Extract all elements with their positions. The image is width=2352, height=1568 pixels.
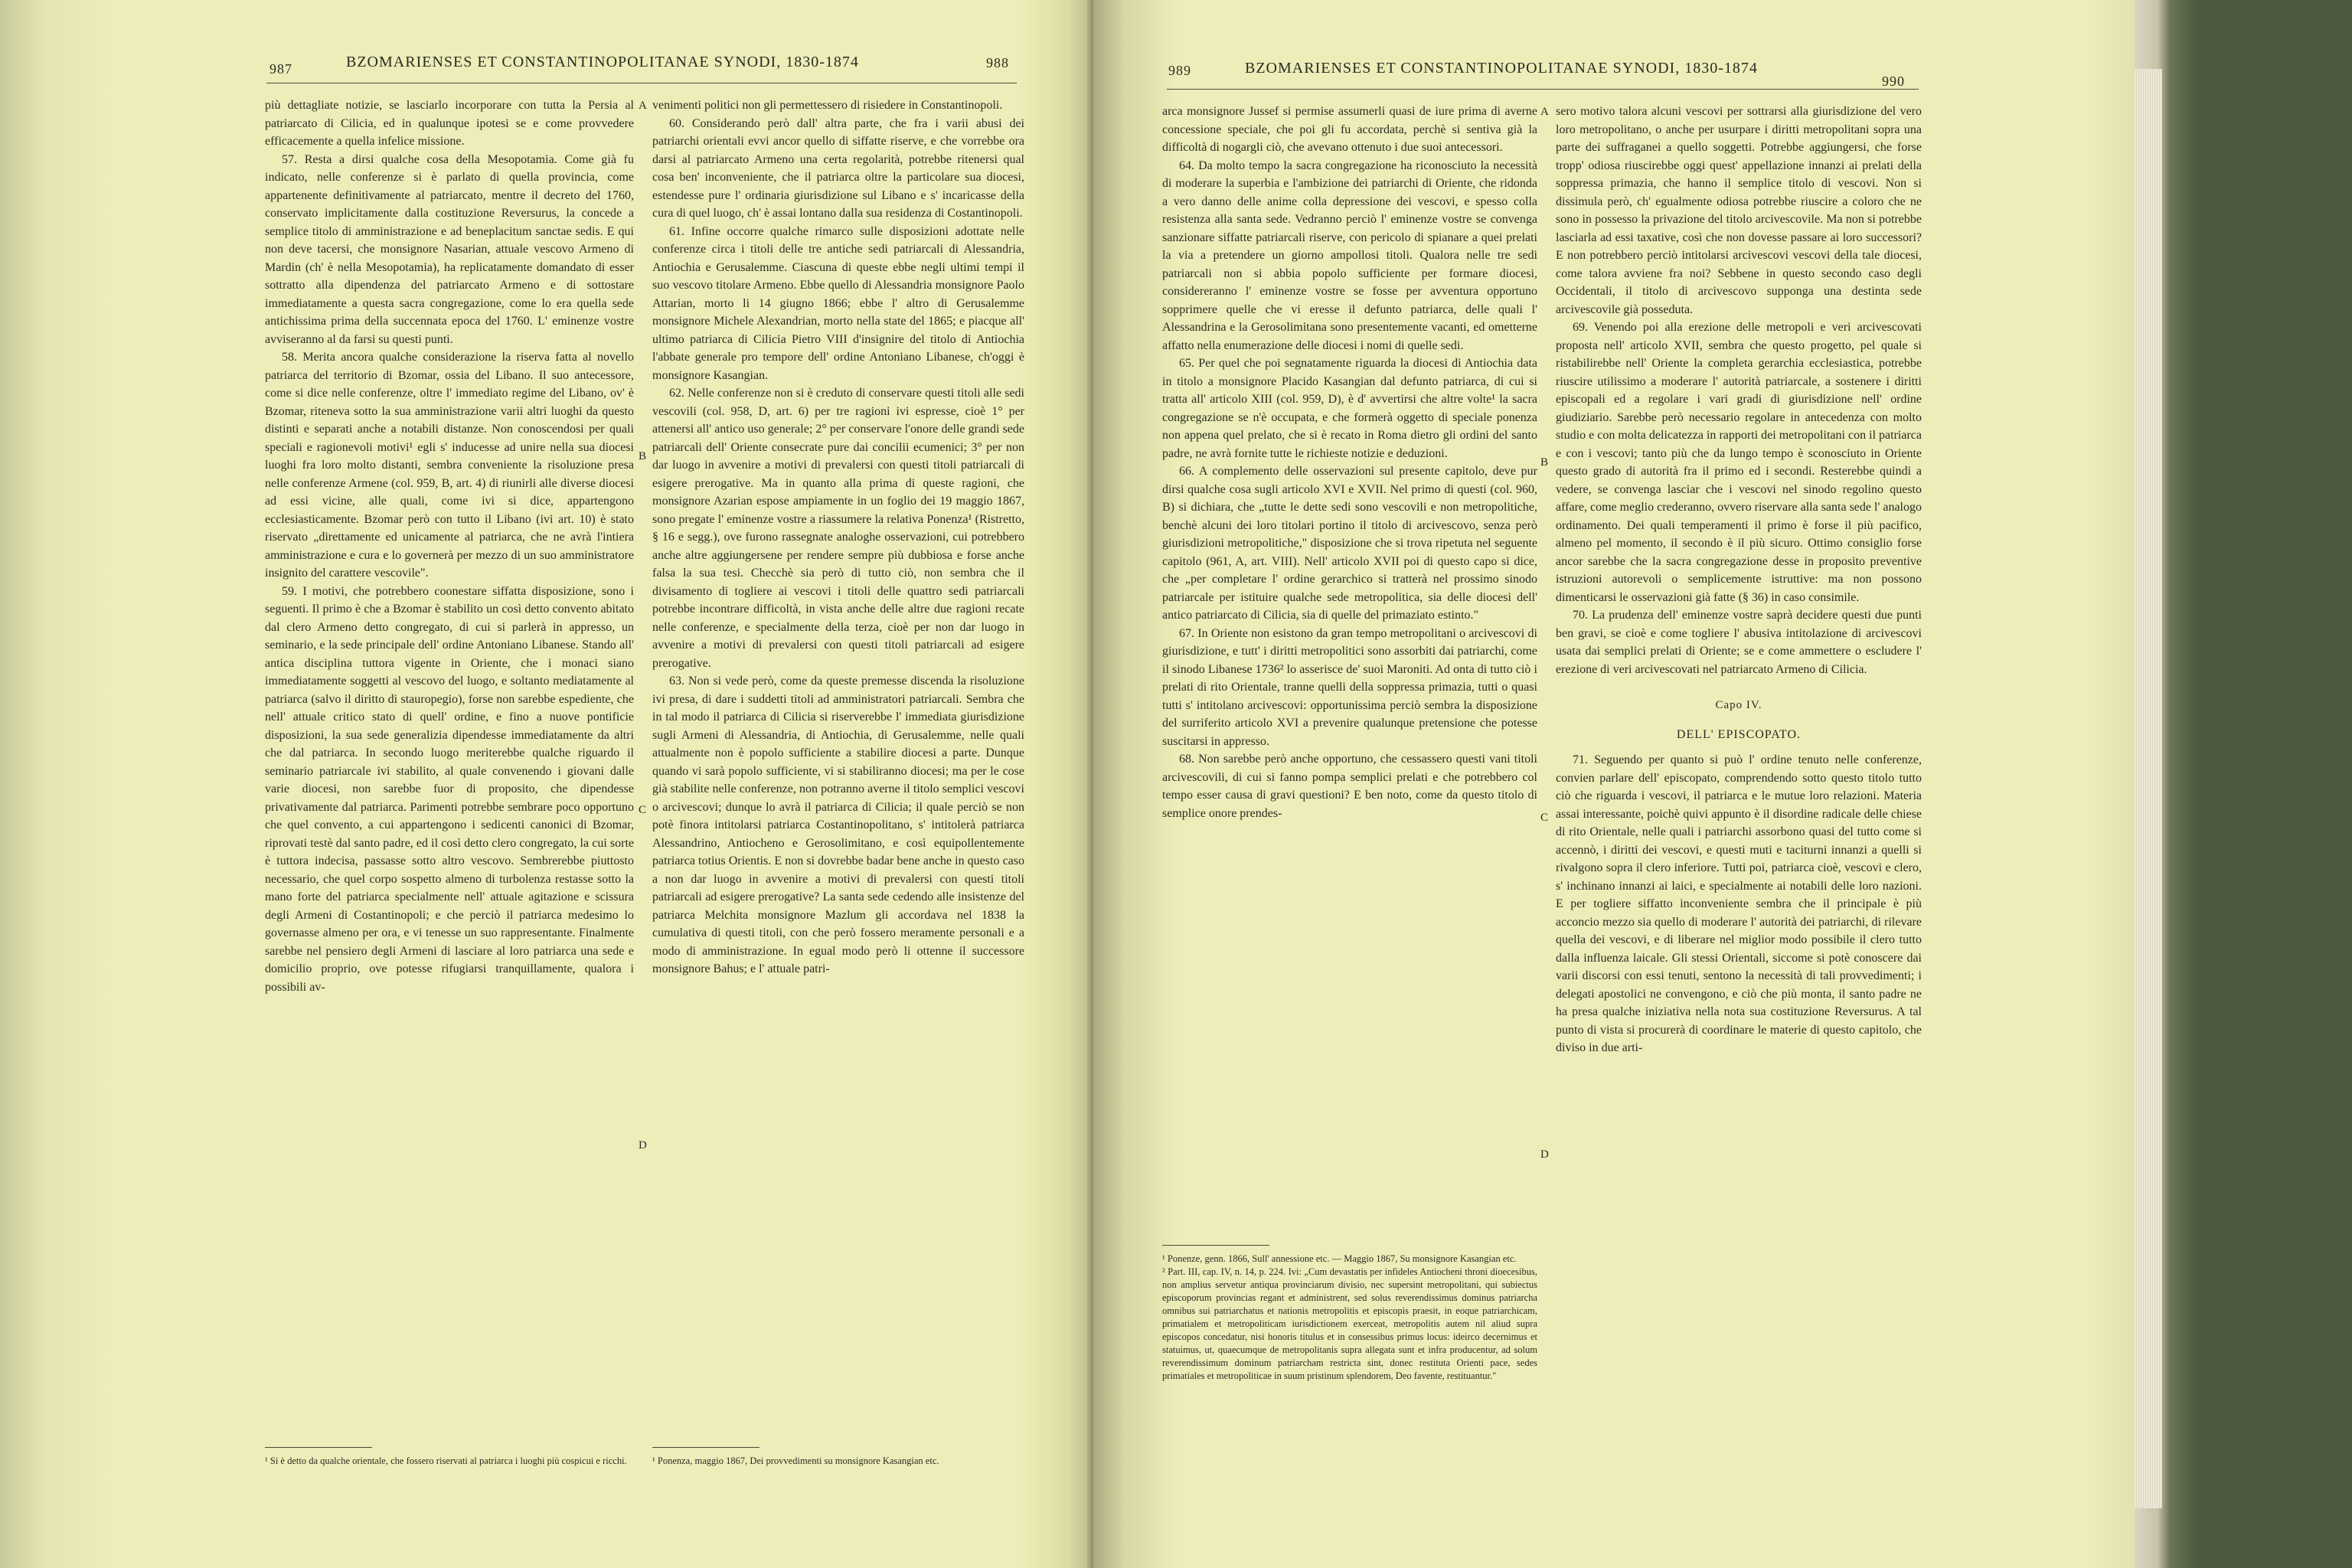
left-running-head [0,54,1093,84]
right-col-2 [1556,103,1922,1527]
page-number-989: 989 [1168,63,1191,78]
margin-marker-c: C [1540,812,1549,824]
running-head-title-right: BZOMARIENSES ET CONSTANTINOPOLITANAE SYNODI, 1830-1874 [1245,60,1758,77]
footnote-rule [652,1447,760,1448]
margin-marker-a: A [639,100,647,112]
paragraph: 70. La prudenza dell' eminenze vostre saprà decidere questi due punti ben gravi, se cioè e come togliere l' abusiva intitolazione di arcivescovi usata dai semplici prelati di Oriente; se e come ammettere o escludere l' erezione di veri arcivescovati nel patriarcato Armeno di Cilicia. [1556,609,1922,676]
paragraph: 67. In Oriente non esistono da gran tempo metropolitani o arcivescovi di giurisdizione, e tutt' i diritti metropolitici sono assorbiti dai patriarchi, come il sinodo Libanese 1736² lo asserisce de' suoi Maroniti. Ad onta di tutto ciò i prelati di rito Orientale, tranne quelli della soppressa primazia, tutti o quasi tutti s' intitolano arcivescovi: opportunissima perciò sembra la disposizione del surriferito articolo XVI a prevenire qualunque pretensione che potesse suscitarsi in appresso. [1162,626,1537,748]
paragraph: 61. Infine occorre qualche rimarco sulle disposizioni adottate nelle conferenze circa i titoli delle tre antiche sedi patriarcali di Alessandria, Antiochia e Gerusalemme. Ciascuna di queste ebbe negli ultimi tempi il suo vescovo titolare Armeno. Ebbe quello di Alessandria monsignore Paolo Attarian, morto li 14 giugno 1866; ebbe l' altro di Gerusalemme monsignore Michele Alexandrian, morto nella state del 1865; e piacque all' ultimo patriarca di Cilicia Pietro VIII d'insignire del titolo di Antiochia l'abbate generale pro tempore dell' ordine Antoniano Libanese, ch'oggi è monsignore Kasangian. [652,224,1024,382]
paragraph: 60. Considerando però dall' altra parte, che fra i varii abusi dei patriarchi orientali evvi ancor quello di siffatte riserve, e che vorrebbe ora darsi al patriarcato Armeno una certa regolarità, potrebbe ritenersi qual cosa ben' inconveniente, che il patriarca oltre la particolare sua diocesi, estendesse pure l' ordinaria giurisdizione sul Libano e s' incaricasse della cura di quel luogo, ch' è assai lontano dalla sua residenza di Costantinopoli. [652,116,1024,220]
paragraph: 63. Non si vede però, come da queste premesse discenda la risoluzione ivi presa, di dare i suddetti titoli ad amministratori patriarcali. Sembra che in tal modo il patriarca di Cilicia si riserverebbe l' immediata giurisdizione sugli Armeni di Alessandria, di Antiochia, di Gerusalemme, nelle quali attualmente non è popolo sufficiente a stabilire diocesi a parte. Dunque quando vi sarà popolo sufficiente, vi si stabiliranno diocesi; ma per le cose già stabilite nelle conferenze, non potranno averne il titolo semplici vescovi o arcivescovi; dunque lo avrà il patriarca di Cilicia; il quale perciò se non potè finora intitolarsi patriarca Costantinopolitano, s' intitolerà patriarca Alessandrino, Antiocheno e Gerosolimitano, e così equipollentemente patriarca totius Orientis. E non si dovrebbe badar bene anche in questo caso a non dar luogo in avvenire a motivi di prevalersi con questi titoli patriarcali ad esigere prerogative? La santa sede cedendo alle insistenze del patriarca Melchita monsignore Mazlum gli accordava nel 1838 la cumulativa di questi titoli, con che però fossero meramente personali e a modo di amministrazione. In egual modo però li ottenne il successore monsignore Bahus; e l' attuale patri- [652,675,1024,975]
paragraph: arca monsignore Jussef si permise assumerli quasi de iure prima di averne concessione speciale, che poi gli fu accordata, perchè si sentiva già la difficoltà di nogargli ciò, che avevano ottenuto i due suoi antecessori. [1162,105,1537,154]
margin-marker-c: C [639,804,647,816]
margin-marker-d: D [1540,1148,1549,1161]
right-page [1093,0,2135,1568]
paragraph: 69. Venendo poi alla erezione delle metropoli e veri arcivescovati proposta nell' articolo XVII, sembra che questo progetto, pel quale si ristabilirebbe nell' Oriente la completa gerarchia ecclesiastica, potrebbe riuscire utilissimo a moderare l' autorità patriarcale, a sostenere i diritti episcopali ed a regolare i vari gradi di giurisdizione nell' ordine giudiziario. Sarebbe però necessario regolare in antecedenza con molto studio e con molta delicatezza in rapporti dei metropolitani con il patriarca e con i vescovi; tanto più che da lungo tempo è sconosciuto in Oriente questo grado di autorità fra il primo ed i secondi. Resterebbe quindi a vedere, se convenga lasciar che i vescovi nel sinodo regolino questo affare, come meglio crederanno, ovvero riservare alla santa sede l' analogo ordinamento. Dei quali temperamenti il primo è forse il più pacifico, almeno pel momento, il secondo è il più sicuro. Ottimo consiglio forse ancor sarebbe che la sacra congregazione desse in proposito preventive istruzioni autorevoli o semplicemente istruttive: ma non possono dimenticarsi le osservazioni già fatte (§ 36) in caso consimile. [1556,321,1922,604]
left-col-2-footnote: ¹ Ponenza, maggio 1867, Dei provvedimenti su monsignore Kasangian etc. [652,1455,939,1466]
chapter-title: DELL' EPISCOPATO. [1676,727,1802,741]
paragraph: più dettagliate notizie, se lasciarlo incorporare con tutta la Persia al patriarcato di Cilicia, ed in qualunque ipotesi se e come provvedere efficacemente a quella infelice missione. [265,99,634,148]
chapter-heading: Capo IV. [1715,699,1762,711]
margin-marker-d: D [639,1139,647,1152]
left-col-2 [652,96,1024,1436]
paragraph: 64. Da molto tempo la sacra congregazione ha riconosciuto la necessità di moderare la superbia e l'ambizione dei patriarchi di Oriente, che ridonda a vero danno delle anime colla depressione dei vescovi, e spesso colla resistenza alla santa sede. Vedranno perciò l' eminenze vostre se convenga sanzionare siffatte patriarcali riserve, con pericolo di spianare a quei prelati la via a pretendere un giorno ampollosi titoli. Qualora nelle tre sedi patriarcali non si abbia popolo sufficiente per formare diocesi, considereranno l' eminenze vostre se fosse per avventura opportuno sopprimere quelle che vi eresse il defunto patriarca, delle quali l' Alessandrina e la Gerosolimitana sono presentemente vacanti, ed ometterne affatto nella enumerazione delle diocesi i nomi di quelle sedi. [1162,158,1537,352]
paragraph: 71. Seguendo per quanto si può l' ordine tenuto nelle conferenze, convien parlare dell' episcopato, comprendendo sotto questo titolo tutto ciò che riguarda i vescovi, il patriarca e le mutue loro relazioni. Materia assai interessante, poichè quivi appunto è il disordine radicale delle chiese di rito Orientale, nelle quali i patriarchi assorbono quasi del tutto come si accennò, i diritti dei vescovi, e questi muti e taciturni innanzi a quelli si rivalgono sopra il clero inferiore. Tutti poi, patriarca cioè, vescovi e clero, s' inchinano innanzi ai laici, e specialmente ai notabili delle loro nazioni. E per togliere siffatto inconveniente sembra che il principale è più acconcio mezzo sia quello di moderare l' autorità dei patriarchi, di rilevare quella dei vescovi, e di liberare nel miglior modo possibile il clero tutto dalla influenza laicale. Gli stessi Orientali, siccome si potè conoscere dai varii discorsi con essi tenuti, sentono la necessità di tali provvedimenti; i delegati apostolici ne convengono, e ciò che più monta, il santo padre ne ha presa qualche iniziativa nella nota sua costituzione Reversurus. A tal punto di vista si procurerà di coordinare le materie di questo capitolo, che diviso in due arti- [1556,753,1922,1054]
paragraph: venimenti politici non gli permettessero di risiedere in Constantinopoli. [652,99,1003,112]
footnote: ² Part. III, cap. IV, n. 14, p. 224. Ivi: „Cum devastatis per infideles Antiocheni throni dioecesibus, non amplius servetur antiqua provinciarum divisio, nec supersint metropolitani, qui subiectus episcoporum provincias regant et administrent, sed solus reverendissimus dominus patriarcha omnibus sui patriarchatus et nationis metropolitis et episcopis praesit, in eoque patriarchicam, primatialem et metropoliticam iurisdictionem exerceat, metropolitis autem nil aliud supra episcopos concedatur, nisi honoris titulus et in consessibus primus locus: ideirco decernimus et statuimus, ut, quaecumque de metropolitanis supra allegata sunt et infra producentur, ad solum reverendissimum dominum patriarcham restricta sint, donec restituta Orienti pace, sedes primatiales et metropoliticae in suum pristinum splendorem, Deo favente, restituantur." [1162,1266,1537,1381]
paragraph: 65. Per quel che poi segnatamente riguarda la diocesi di Antiochia data in titolo a monsignore Placido Kasangian dal defunto patriarca, di cui si tratta all' articolo XIII (col. 959, D), è d' avvertirsi che altre volte¹ la sacra congregazione se n'è occupata, e che formerà oggetto di speciale ponenza non appena quel prelato, che si è recato in Roma dietro gli ordini del santo padre, ne avrà fornite tutte le richieste notizie e deduzioni. [1162,357,1537,460]
book-edge-background [2135,0,2352,1568]
right-col-1-footnotes [1162,1253,1537,1505]
margin-marker-a: A [1540,106,1549,118]
page-stack-edge [2135,69,2162,1508]
paragraph: 66. A complemento delle osservazioni sul presente capitolo, deve pur dirsi qualche cosa sugli articolo XVI e XVII. Nel primo di questi (col. 960, B) si dichiara, che „tutte le dette sedi sono vescovili e non metropolitiche, benchè alcuni dei loro titolari portino il titolo di arcivescovo, senza però giurisdizioni metropolitiche," disposizione che si trova ripetuta nel seguente capitolo (961, A, art. VIII). Nell' articolo XVII poi di questo capo si dice, che „per completare l' ordine gerarchico si tratterà nel prossimo sinodo patriarcale per istituire qualche sede metropolitica, sia delle diocesi dell' antico patriarcato di Cilicia, sia di quelle del primaziato estinto." [1162,465,1537,622]
footnote: ¹ Ponenze, genn. 1866, Sull' annessione etc. — Maggio 1867, Su monsignore Kasangian etc. [1162,1253,1517,1264]
page-number-990: 990 [1882,74,1905,89]
paragraph: 62. Nelle conferenze non si è creduto di conservare questi titoli alle sedi vescovili (col. 958, D, art. 6) per tre ragioni ivi espresse, cioè 1° per attenersi all' antico uso generale; 2° per conservare l'onore delle grandi sede patriarcali dell' Oriente consecrate pure dai concilii ecumenici; 3° per non dar luogo in avvenire a motivi di prevalersi con questi titoli patriarcali di esigere prerogative. Ma in quanto alla prima di queste ragioni, che monsignore Azarian espose ampiamente in un foglio dei 19 maggio 1867, sono pregate l' eminenze vostre a riassumere la relativa Ponenza¹ (Ristretto, § 16 e segg.), ove furono rassegnate analoghe osservazioni, cui potrebbero anche altre aggiungersene per rendere sempre più dubbiosa e forse anche falsa la sua tesi. Checchè sia però di tutto ciò, non sembra che il divisamento di togliere ai vescovi i titoli delle quattro sedi patriarcali potrebbe incontrare difficoltà, in vista anche delle altre due ragioni recate nelle conferenze, e specialmente della terza, cioè per non dar luogo in avvenire a motivi di prevalersi con questi titoli patriarcali ad esigere prerogative. [652,387,1024,670]
page-number-988: 988 [986,55,1009,70]
header-rule [1167,89,1919,90]
margin-marker-b: B [1540,456,1549,469]
paragraph: 59. I motivi, che potrebbero coonestare siffatta disposizione, sono i seguenti. Il primo è che a Bzomar è stabilito un così detto convento abitato dal clero Armeno detto congregato, di cui si parlerà in appresso, un seminario, e la sede principale dell' ordine Antoniano Libanese. Stando all' antica disciplina tuttora vigente in Oriente, che i monaci siano immediatamente soggetti al vescovo del luogo, e soltanto mediatamente al patriarca (salvo il diritto di stauropegio), forse non sarebbe espediente, che nell' attuale critico stato di quell' ordine, e fino a nuove pontificie disposizioni, la sua sede generalizia dipendesse immediatamente da altri che dal patriarca. In secondo luogo meriterebbe qualche riguardo il seminario patriarcale ivi stabilito, al quale convenendo i giovani dalle varie diocesi, non sarebbe fuor di proposito, che dipendesse privativamente dal patriarca. Parimenti potrebbe sembrare poco opportuno che quel convento, a cui appartengono i sedicenti canonici di Bzomar, riprovati testè dal santo padre, ed il così detto clero congregato, la cui sorte è tuttora indecisa, passasse sotto altro vescovo. Sembrerebbe piuttosto necessario, che quel corpo sospetto almeno di turbolenza restasse sotto la mano forte del patriarca specialmente nell' attuale agitazione e scissura degli Armeni di Costantinopoli; e che perciò il patriarca medesimo lo governasse almeno per ora, e vi tenesse un suo rappresentante. Finalmente sarebbe nel pensiero degli Armeni di lasciare al loro patriarca una sede e domicilio proprio, ove potesse rifugiarsi tranquillamente, qualora i possibili av- [265,584,634,994]
running-head-title-left: BZOMARIENSES ET CONSTANTINOPOLITANAE SYNODI, 1830-1874 [346,54,859,70]
page-number-987: 987 [270,61,292,77]
paragraph: 57. Resta a dirsi qualche cosa della Mesopotamia. Come già fu indicato, nelle conferenze si è parlato di quella provincia, come appartenente definitivamente al patriarcato, mentre il decreto del 1760, conservato implicitamente dalla costituzione Reversurus, la concede a semplice titolo di amministrazione e ad beneplacitum sanctae sedis. E qui non deve tacersi, che monsignore Nasarian, attuale vescovo Armeno di Mardin (ch' è nella Mesopotamia), ha replicatamente domandato di esser sottratto alla dipendenza del patriarcato Armeno e di sottostare immediatamente a questa sacra congregazione, come lo era quella sede antichissima prima della succennata epoca del 1760. L' eminenze vostre avviseranno al da farsi su questi punti. [265,152,634,346]
right-col-1 [1162,103,1537,1239]
footnote-rule [1162,1245,1269,1246]
margin-marker-b: B [639,450,647,462]
footnote-rule [265,1447,372,1448]
paragraph: sero motivo talora alcuni vescovi per sottrarsi alla giurisdizione del vero loro metropolitano, o anche per usurpare i diritti metropolitani sopra una parte dei suffraganei a quello soggetti. Potrebbe aggiungersi, che forse tropp' odiosa riuscirebbe oggi quest' appellazione innanzi ai prelati della soppressa primazia, che hanno il semplice titolo di vescovi. Non si dissimula però, ch' egualmente odiosa potrebbe riuscire a coloro che ne sono in possesso la privazione del titolo arcivescovile. Ma non si potrebbe lasciarla ad essi taxative, così che non dovesse passare ai loro successori? E non potrebbero perciò intitolarsi arcivescovi vescovi della tale diocesi, come talora avviene fra noi? Sebbene in questo secondo caso degli Occidentali, il titolo di arcivescovo supponga una destinta sede arcivescovile già posseduta. [1556,105,1922,316]
left-col-1 [265,96,634,1436]
paragraph: 58. Merita ancora qualche considerazione la riserva fatta al novello patriarca del territorio di Bzomar, ossia del Libano. Il suo antecessore, come si dice nelle conferenze, oltre l' immediato regime del Libano, ov' è Bzomar, riteneva sotto la sua amministrazione varii altri luoghi da questo distinti e separati anche a notabili distanze. Non conoscendosi per quali speciali e ragionevoli motivi¹ egli s' inducesse ad unire nella sua diocesi luoghi fra loro molto distanti, sembra conveniente la risoluzione presa nelle conferenze Armene (col. 959, B, art. 4) di riunirli alle diverse diocesi ad essi vicine, alle quali, come ivi si dice, appartengono ecclesiasticamente. Bzomar però con tutto il Libano (ivi art. 10) è stato riservato „direttamente ed unicamente al patriarca, che ne avrà l'intiera amministrazione e cura e lo governerà per mezzo di un suo amministratore insignito del carattere vescovile". [265,351,634,580]
left-col-1-footnote: ¹ Si è detto da qualche orientale, che fossero riservati al patriarca i luoghi più cospicui e ricchi. [265,1455,627,1466]
left-page [0,0,1093,1568]
right-running-head [1093,54,2135,89]
paragraph: 68. Non sarebbe però anche opportuno, che cessassero questi vani titoli arcivescovili, di cui si fanno pompa semplici prelati e che potrebbero col tempo esser causa di gravi questioni? E ben noto, come da questo titolo di semplice onore prendes- [1162,753,1537,820]
